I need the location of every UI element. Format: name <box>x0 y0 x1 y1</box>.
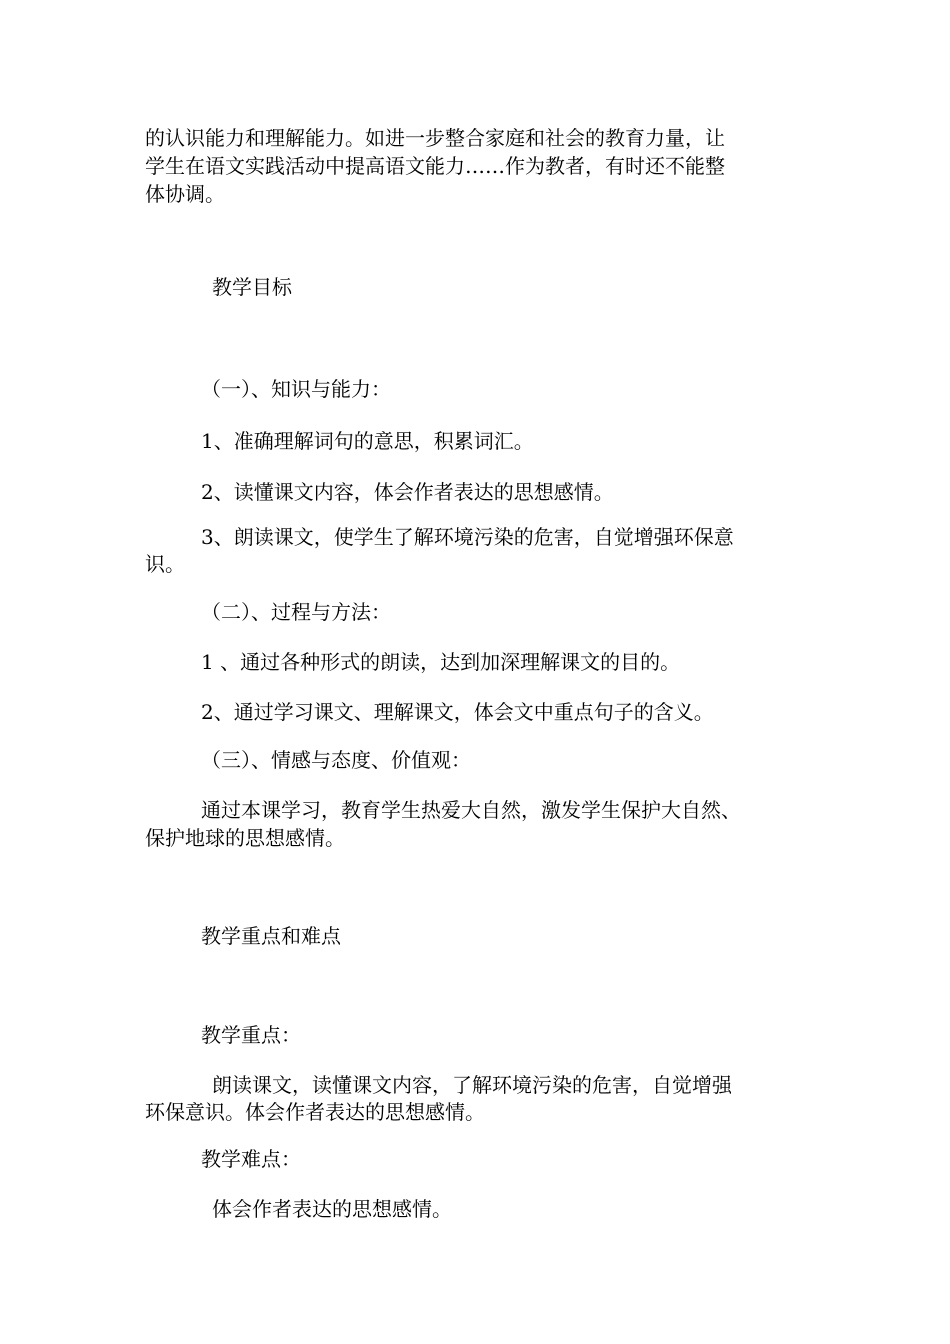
section-emotion-body-line-1: 通过本课学习，教育学生热爱大自然，激发学生保护大自然、 <box>201 798 741 822</box>
difficulty-body: 体会作者表达的思想感情。 <box>212 1197 452 1221</box>
section-emotion-body-line-2: 保护地球的思想感情。 <box>145 826 345 850</box>
section-knowledge-item-2: 2、读懂课文内容，体会作者表达的思想感情。 <box>201 480 614 504</box>
key-point-body-line-2: 环保意识。体会作者表达的思想感情。 <box>145 1100 485 1124</box>
section-process-method-title: （二）、过程与方法： <box>201 600 391 624</box>
key-point-label: 教学重点： <box>201 1023 301 1047</box>
section-knowledge-item-3-line-2: 识。 <box>145 552 185 576</box>
section-emotion-values-title: （三）、情感与态度、价值观： <box>201 748 471 772</box>
section-knowledge-item-3-line-1: 3、朗读课文，使学生了解环境污染的危害，自觉增强环保意 <box>201 525 734 549</box>
heading-key-and-difficult-points: 教学重点和难点 <box>201 924 341 948</box>
section-knowledge-ability-title: （一）、知识与能力： <box>201 377 391 401</box>
difficulty-label: 教学难点： <box>201 1147 301 1171</box>
intro-line-2: 学生在语文实践活动中提高语文能力……作为教者，有时还不能整 <box>145 154 725 178</box>
intro-line-1: 的认识能力和理解能力。如进一步整合家庭和社会的教育力量，让 <box>145 126 725 150</box>
section-process-item-1: 1 、通过各种形式的朗读，达到加深理解课文的目的。 <box>201 650 681 674</box>
key-point-body-line-1: 朗读课文，读懂课文内容，了解环境污染的危害，自觉增强 <box>212 1073 732 1097</box>
section-process-item-2: 2、通过学习课文、理解课文，体会文中重点句子的含义。 <box>201 700 714 724</box>
heading-teaching-goals: 教学目标 <box>212 275 292 299</box>
intro-line-3: 体协调。 <box>145 182 225 206</box>
section-knowledge-item-1: 1、准确理解词句的意思，积累词汇。 <box>201 429 534 453</box>
